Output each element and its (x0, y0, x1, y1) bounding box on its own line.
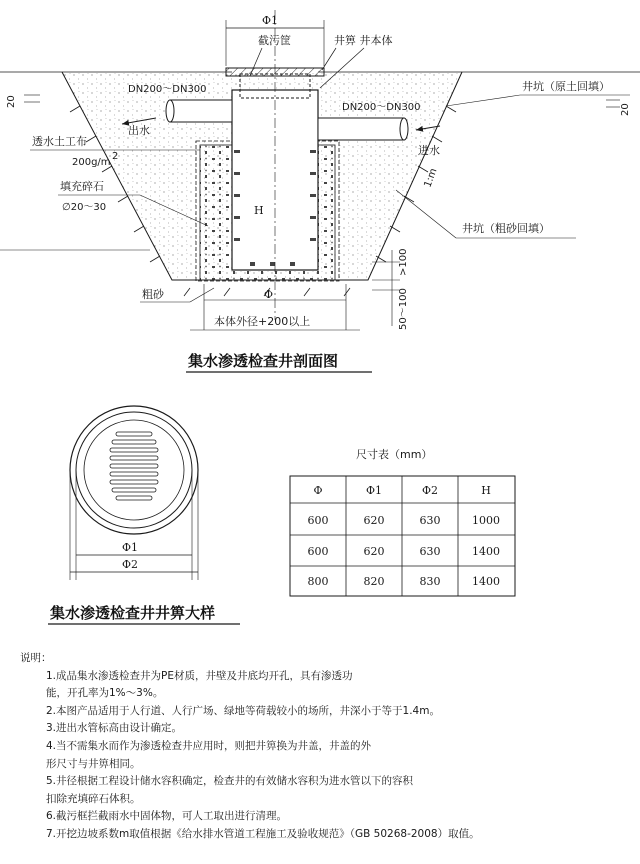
size-table-row (308, 545, 501, 558)
table-cell: 600 (307, 545, 329, 558)
note-line: 1.成品集水渗透检查井为PE材质，井壁及井底均开孔，具有渗透功 (46, 669, 353, 682)
label-height: H (254, 204, 264, 217)
label-grate-body: 井箅 井本体 (334, 34, 393, 47)
label-phi: Φ (264, 288, 274, 301)
label-geotextile-spec: 200g/m (72, 157, 111, 168)
table-cell: 1000 (472, 514, 500, 527)
table-header-cell: Φ1 (365, 484, 383, 497)
section-title: 集水渗透检查井剖面图 (188, 352, 339, 370)
label-slope: 1:m (422, 166, 440, 190)
table-cell: 800 (307, 575, 329, 588)
label-dim50: 50～100 (398, 288, 409, 330)
label-pit-sand: 井坑（粗砂回填） (462, 222, 550, 235)
note-line: 2.本图产品适用于人行道、人行广场、绿地等荷载较小的场所，井深小于等于1.4m。 (46, 704, 440, 717)
label-dn-left: DN200～DN300 (128, 84, 207, 95)
label-coarse-sand: 粗砂 (142, 288, 164, 301)
table-header-cell: H (481, 484, 491, 497)
label-grate-phi1: Φ1 (122, 541, 139, 554)
table-header-cell: Φ2 (421, 484, 439, 497)
table-header-cell: Φ (313, 484, 323, 497)
table-cell: 620 (363, 545, 385, 558)
table-cell: 1400 (472, 575, 500, 588)
note-line: 4.当不需集水而作为渗透检查井应用时，则把井箅换为井盖，井盖的外 (46, 739, 372, 752)
outlet-pipe (170, 100, 232, 122)
table-cell: 830 (419, 575, 441, 588)
label-gravel-spec: ∅20～30 (62, 202, 107, 213)
inlet-pipe (318, 118, 404, 140)
label-dim20-right: 20 (620, 103, 631, 116)
note-line: 能，开孔率为1%～3%。 (46, 687, 164, 700)
section-view (0, 10, 640, 372)
grate-detail (48, 406, 240, 624)
label-phi1: Φ1 (262, 14, 279, 27)
note-line: 6.截污框拦截雨水中固体物，可人工取出进行清理。 (46, 810, 288, 823)
label-dim100: >100 (398, 248, 409, 276)
table-cell: 600 (307, 514, 329, 527)
note-line: 扣除充填碎石体积。 (46, 792, 141, 805)
note-line: 5.井径根据工程设计储水容积确定，检查井的有效储水容积为进水管以下的容积 (46, 775, 414, 788)
size-table-title: 尺寸表（mm） (356, 448, 433, 461)
label-inlet: 进水 (418, 144, 440, 157)
label-dim20-left: 20 (6, 95, 17, 108)
size-table (290, 447, 515, 596)
grate-title: 集水渗透检查井井箅大样 (50, 604, 216, 622)
notes-heading: 说明： (20, 652, 52, 664)
table-cell: 820 (363, 575, 385, 588)
size-table-row (308, 514, 501, 527)
label-gravel: 填充碎石 (60, 180, 104, 193)
note-line: 形尺寸与井箅相同。 (46, 757, 141, 770)
table-cell: 620 (363, 514, 385, 527)
label-filter-pipe: 截污筐 (258, 34, 291, 47)
size-table-row (308, 575, 501, 588)
notes-block (20, 650, 630, 844)
label-outlet: 出水 (128, 124, 150, 137)
label-dn-right: DN200～DN300 (342, 102, 421, 113)
label-geotextile-sup: 2 (112, 151, 119, 162)
label-base-width: 本体外径+200以上 (214, 315, 311, 328)
note-line: 3.进出水管标高由设计确定。 (46, 722, 183, 735)
label-geotextile: 透水土工布 (32, 135, 87, 148)
table-cell: 630 (419, 514, 441, 527)
label-pit-original: 井坑（原土回填） (522, 80, 610, 93)
table-cell: 630 (419, 545, 441, 558)
grate-slots (110, 432, 158, 500)
label-grate-phi2: Φ2 (122, 558, 139, 571)
note-line: 7.开挖边坡系数m取值根据《给水排水管道工程施工及验收规范》（GB 50268-2008）取值。 (46, 827, 480, 840)
table-cell: 1400 (472, 545, 500, 558)
